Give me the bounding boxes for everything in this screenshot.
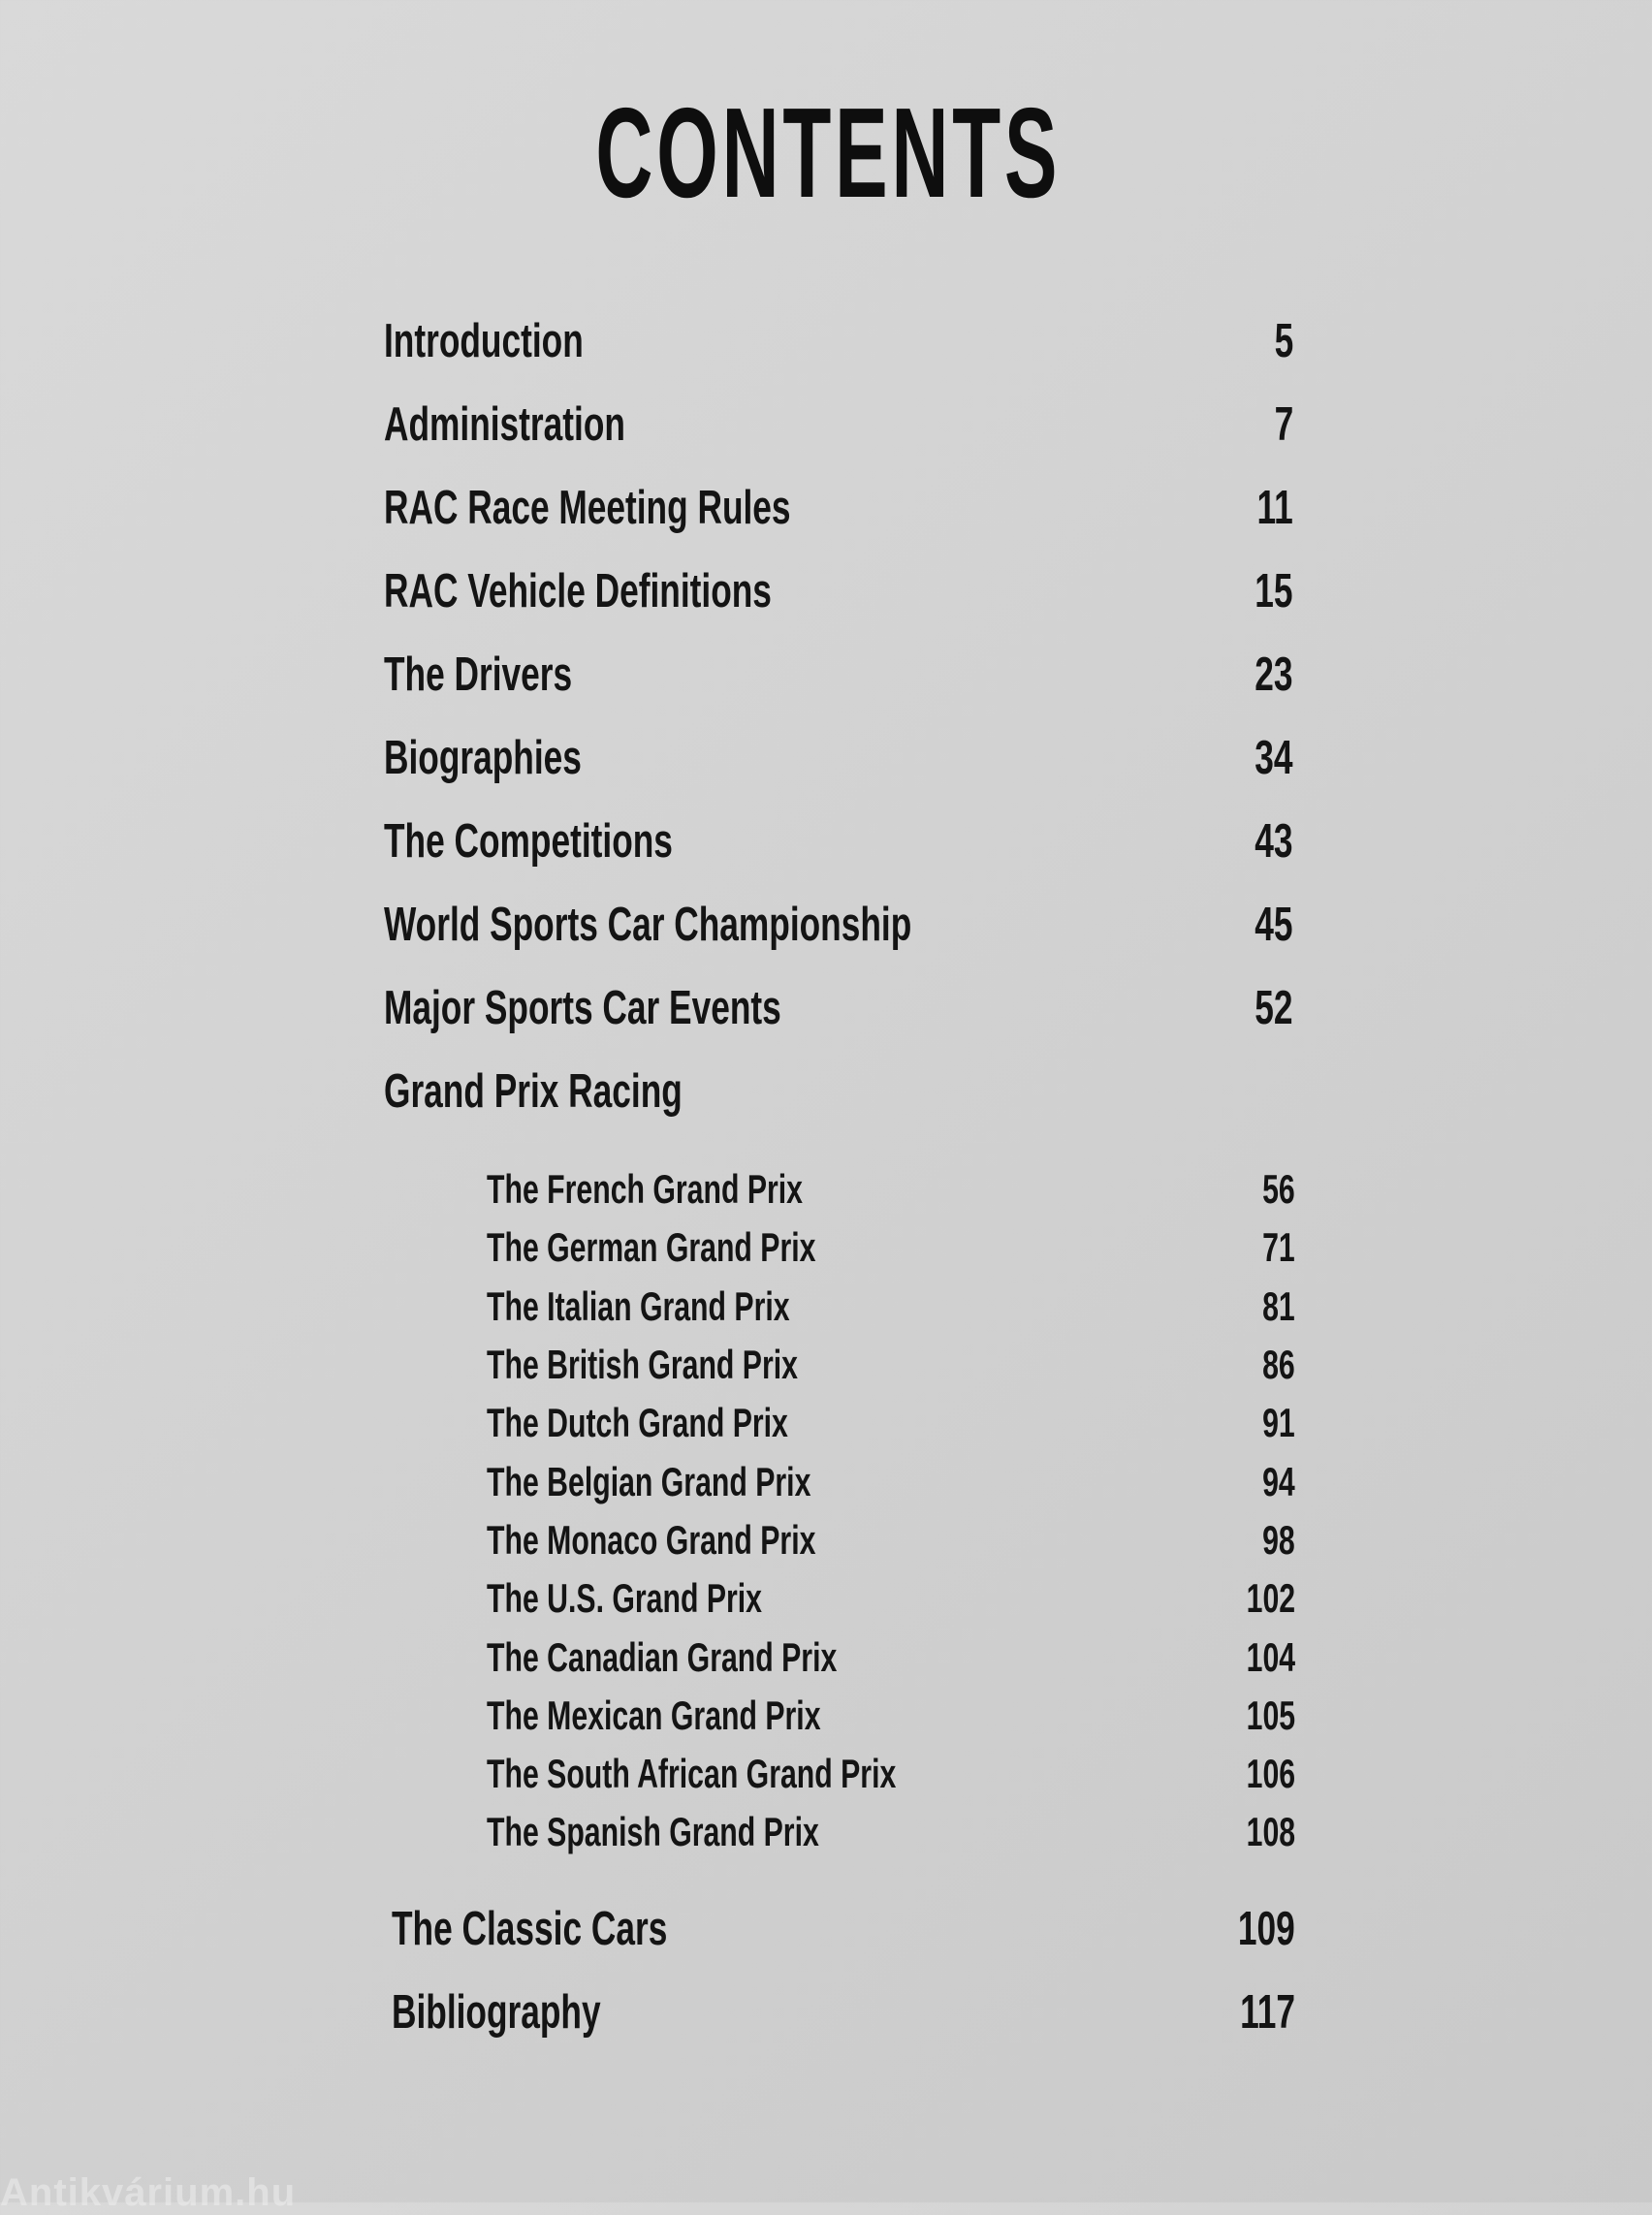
toc-subentry-label: The Spanish Grand Prix [487,1809,819,1854]
watermark: Antikvárium.hu [0,2171,297,2214]
page-title: CONTENTS [595,81,1062,224]
toc-entry-label: The Competitions [384,815,673,868]
toc-subentry-label: The Canadian Grand Prix [487,1634,838,1680]
toc-entry-page: 52 [1255,982,1293,1034]
toc-entry-page: 7 [1274,398,1293,451]
toc-subentry [487,1513,1295,1567]
toc-entry-label: Introduction [384,315,584,367]
toc-entry-label: Biographies [384,732,582,784]
toc-entry [384,396,1293,454]
toc-entry [392,1983,1295,2041]
toc-entry-label: The Classic Cars [392,1903,668,1955]
toc-subentry-label: The Belgian Grand Prix [487,1459,811,1504]
toc-subentry-page: 86 [1262,1342,1295,1387]
toc-subentry [487,1571,1295,1626]
toc-subentry-label: The South African Grand Prix [487,1751,897,1796]
toc-subentry-label: The British Grand Prix [487,1342,798,1387]
toc-subentry-page: 104 [1246,1634,1295,1680]
toc-entry [384,562,1293,620]
toc-section-heading [384,1062,1293,1121]
toc-entry [384,812,1293,870]
toc-subentry-page: 106 [1246,1751,1295,1796]
toc-entry-label: Administration [384,398,625,451]
toc-entry [384,479,1293,537]
toc-entry-label: World Sports Car Championship [384,899,912,951]
toc-subentry [487,1630,1295,1685]
toc-entry-page: 23 [1255,649,1293,701]
toc-entry-label: Major Sports Car Events [384,982,781,1034]
toc-entry-page: 34 [1255,732,1293,784]
toc-entry [384,646,1293,704]
toc-subentry-label: The Monaco Grand Prix [487,1517,816,1563]
toc-entry [384,729,1293,787]
toc-subentry-page: 56 [1262,1166,1295,1212]
toc-subentry-page: 91 [1262,1400,1295,1445]
toc-subentry-page: 102 [1246,1575,1295,1621]
toc-subentry [487,1455,1295,1509]
toc-subentry-page: 98 [1262,1517,1295,1563]
toc-entry-page: 117 [1240,1986,1295,2039]
toc-subentry-label: The Mexican Grand Prix [487,1693,821,1738]
toc-entry-page: 15 [1255,565,1293,617]
toc-subentry [487,1162,1295,1217]
toc-subentry-label: The Italian Grand Prix [487,1283,790,1329]
toc-subentry-label: The German Grand Prix [487,1224,816,1270]
toc-entry [392,1900,1295,1958]
toc-entry [384,312,1293,370]
toc-subentry [487,1338,1295,1392]
toc-entry-page: 11 [1256,482,1293,534]
toc-subentry [487,1280,1295,1334]
toc-subentry-page: 71 [1262,1224,1295,1270]
toc-subentry [487,1396,1295,1450]
toc-subentry-page: 81 [1262,1283,1295,1329]
toc-subentry-label: The U.S. Grand Prix [487,1575,762,1621]
toc-subentry [487,1220,1295,1275]
toc-entry-label: RAC Vehicle Definitions [384,565,772,617]
toc-subentry-page: 105 [1246,1693,1295,1738]
toc-subentry-page: 108 [1246,1809,1295,1854]
toc-entry-page: 45 [1255,899,1293,951]
toc-entry-label: The Drivers [384,649,573,701]
toc-entry-page: 43 [1255,815,1293,868]
toc-entry-label: Bibliography [392,1986,601,2039]
toc-subentry [487,1747,1295,1801]
toc-entry-label: Grand Prix Racing [384,1065,683,1118]
toc-subentry [487,1689,1295,1743]
toc-entry-page: 109 [1238,1903,1295,1955]
toc-subentry-label: The Dutch Grand Prix [487,1400,788,1445]
toc-entry-label: RAC Race Meeting Rules [384,482,791,534]
toc-entry [384,979,1293,1037]
toc-entry [384,896,1293,954]
toc-entry-page: 5 [1274,315,1293,367]
toc-subentry-page: 94 [1262,1459,1295,1504]
toc-subentry [487,1805,1295,1859]
toc-subentry-label: The French Grand Prix [487,1166,804,1212]
